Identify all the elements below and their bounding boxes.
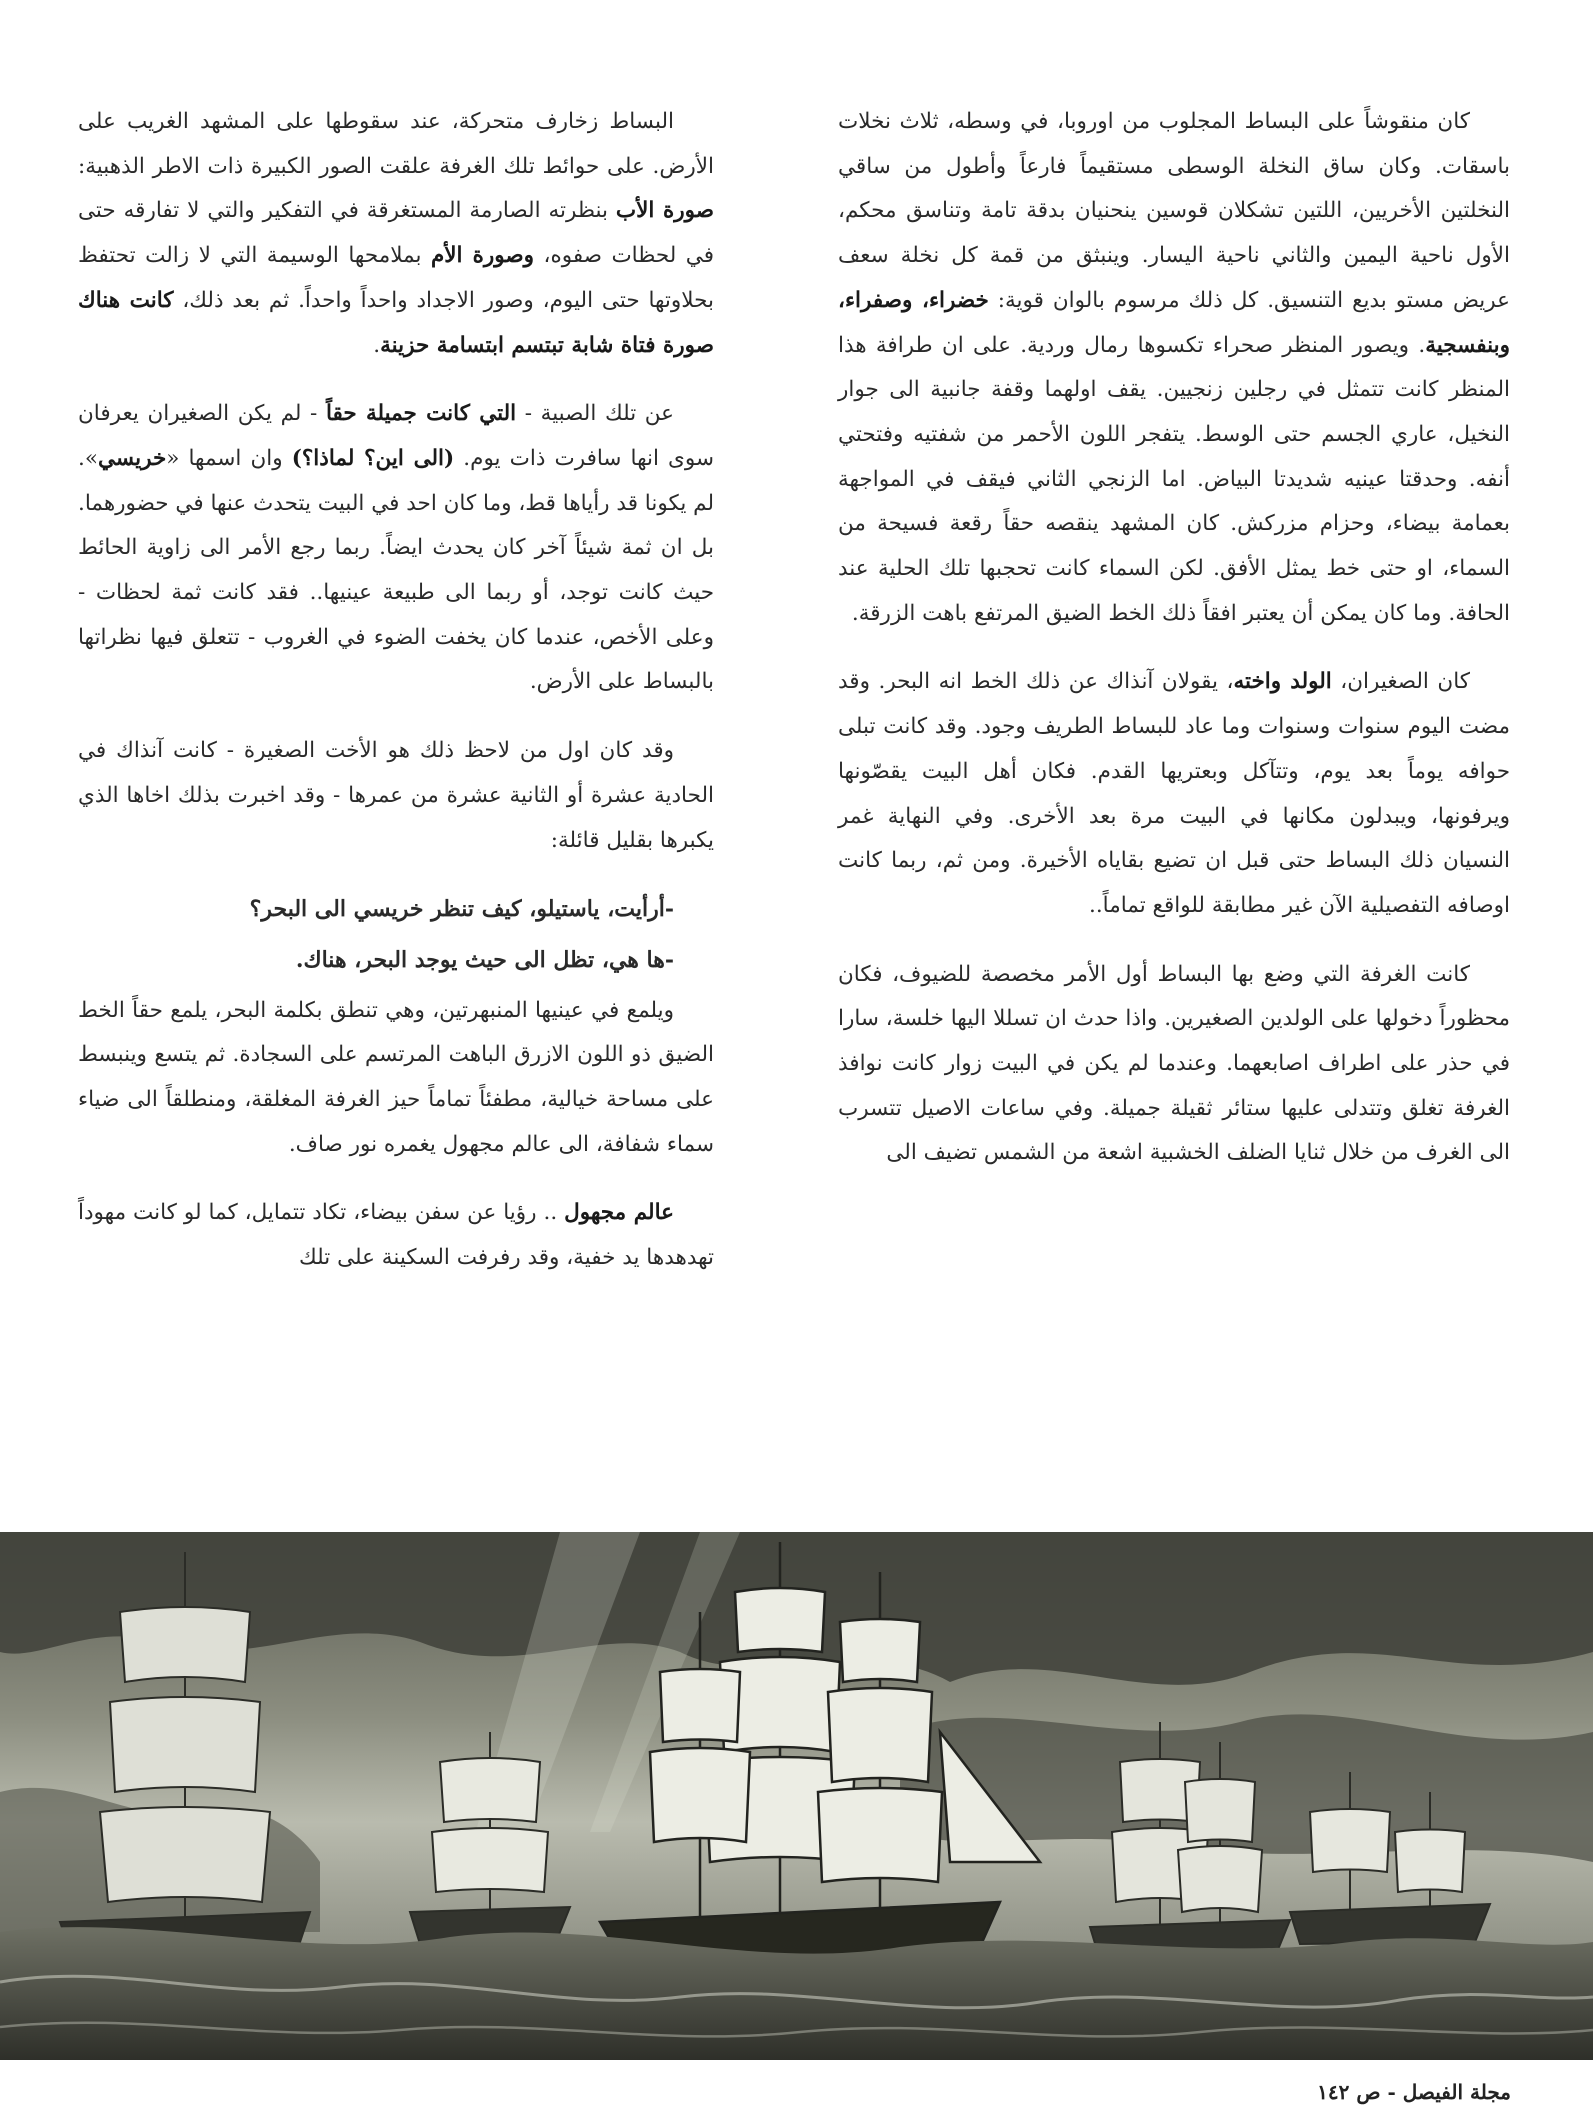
text-segment: -أرأيت، ياستيلو، كيف تنظر خريسي الى البحر؟ xyxy=(249,896,674,923)
emphasized-text: (الى اين؟ لماذا؟) xyxy=(291,445,455,471)
emphasized-text: صورة الأب xyxy=(615,198,714,224)
text-segment: البساط زخارف متحركة، عند سقوطها على المشهد الغريب على الأرض. على حوائط تلك الغرفة علقت الصور الكبيرة ذات الاطر الذهبية: xyxy=(78,109,714,179)
text-segment: وقد كان اول من لاحظ ذلك هو الأخت الصغيرة - كانت آنذاك في الحادية عشرة أو الثانية عشرة من عمرها - وقد اخبرت بذلك اخاها الذي يكبرها بقليل قائلة: xyxy=(78,738,714,853)
text-segment: وان اسمها « xyxy=(166,445,292,471)
text-segment: كان الصغيران، xyxy=(1331,669,1470,695)
article-paragraph xyxy=(78,989,714,1168)
text-segment: . ويصور المنظر صحراء تكسوها رمال وردية. على ان طرافة هذا المنظر كانت تتمثل في رجلين زنجيين. يقف اولهما وقفة جانبية الى جوار النخيل، عاري الجسم حتى الوسط. يتفجر اللون الأحمر من شفتيه وفتحتي أنفه. وحدقتا عينيه شديدتا البياض. اما الزنجي الثاني فيقف في المواجهة بعمامة بيضاء، وحزام مزركش. كان المشهد ينقصه حقاً رقعة فسيحة من السماء، او حتى خط يمثل الأفق. لكن السماء كانت تحجبها تلك الحلية عند الحافة. وما كان يمكن أن يعتبر افقاً ذلك الخط الضيق المرتفع باهت الزرقة. xyxy=(838,332,1510,626)
text-segment: بملامحها الوسيمة التي لا زالت تحتفظ بحلاوتها حتى اليوم، وصور الاجداد واحداً واحداً. ثم بعد ذلك، xyxy=(78,243,714,313)
article-paragraph xyxy=(78,1191,714,1280)
text-segment: عن تلك الصبية - xyxy=(516,401,674,427)
emphasized-text: عالم مجهول xyxy=(564,1200,674,1226)
text-segment: ويلمع في عينيها المنبهرتين، وهي تنطق بكلمة البحر، يلمع حقاً الخط الضيق ذو اللون الازرق الباهت المرتسم على السجادة. ثم يتسع وينبسط على مساحة خيالية، مطفئاً تماماً حيز الغرفة المغلقة، ومنطلقاً الى ضياء سماء شفافة، الى عالم مجهول يغمره نور صاف. xyxy=(78,997,714,1157)
emphasized-text: كانت هناك صورة فتاة شابة تبتسم ابتسامة حزينة xyxy=(78,287,714,358)
article-paragraph xyxy=(78,100,714,368)
article-paragraph xyxy=(838,660,1510,928)
text-segment: كان منقوشاً على البساط المجلوب من اوروبا، في وسطه، ثلاث نخلات باسقات. وكان ساق النخلة الوسطى مستقيماً فارعاً وأطول من ساقي النخلتين الأخريين، اللتين تشكلان قوسين ينحنيان بدقة تامة وتناسق محكم، الأول ناحية اليمين والثاني ناحية اليسار. وينبثق من قمة كل نخلة سعف عريض مستو بديع التنسيق. كل ذلك مرسوم بالوان قوية: xyxy=(838,109,1510,313)
text-segment: . xyxy=(373,332,381,358)
emphasized-text: وصورة الأم xyxy=(430,243,535,269)
text-segment: .. رؤيا عن سفن بيضاء، تكاد تتمايل، كما لو كانت مهوداً تهدهدها يد خفية، وقد رفرفت السكينة على تلك xyxy=(78,1200,714,1271)
article-column-right xyxy=(838,100,1510,1200)
emphasized-text: الولد واخته xyxy=(1233,669,1332,695)
dialog-line xyxy=(78,938,714,983)
emphasized-text: خريسي xyxy=(98,445,167,471)
article-paragraph xyxy=(78,392,714,705)
dialog-line xyxy=(78,887,714,932)
article-paragraph xyxy=(78,729,714,863)
article-paragraph xyxy=(838,953,1510,1177)
ships-drawing xyxy=(0,1532,1593,2060)
emphasized-text: خضراء، وصفراء، وبنفسجية xyxy=(838,287,1510,358)
page-footer: مجلة الفيصل - ص ١٤٢ xyxy=(1317,2080,1511,2104)
text-segment: - لم يكن الصغيران يعرفان سوى انها سافرت ذات يوم. xyxy=(78,401,714,471)
emphasized-text: التي كانت جميلة حقاً xyxy=(325,401,517,427)
text-segment: كانت الغرفة التي وضع بها البساط أول الأمر مخصصة للضيوف، فكان محظوراً دخولها على الولدين الصغيرين. واذا حدث ان تسللا اليها خلسة، سارا في حذر على اطراف اصابعهما. وعندما لم يكن في البيت زوار كانت نوافذ الغرفة تغلق وتتدلى عليها ستائر ثقيلة جميلة. وفي ساعات الاصيل تتسرب الى الغرف من خلال ثنايا الضلف الخشبية اشعة من الشمس تضيف الى xyxy=(838,961,1510,1166)
text-segment: ، يقولان آنذاك عن ذلك الخط انه البحر. وقد مضت اليوم سنوات وسنوات وما عاد للبساط الطريف وجود. وقد كانت تبلى حوافه يوماً بعد يوم، وتتآكل وبعتريها القدم. فكان أهل البيت يقصّونها ويرفونها، ويبدلون مكانها في البيت مرة بعد الأخرى. وفي النهاية غمر النسيان ذلك البساط حتى قبل ان تضيع بقاياه الأخيرة. ومن ثم، ربما كانت اوصافه التفصيلية الآن غير مطابقة للواقع تماماً.. xyxy=(838,669,1510,918)
article-paragraph xyxy=(838,100,1510,636)
text-segment: بنظرته الصارمة المستغرقة في التفكير والتي لا تفارقه حتى في لحظات صفوه، xyxy=(78,198,714,269)
text-segment: -ها هي، تظل الى حيث يوجد البحر، هناك. xyxy=(295,946,674,973)
text-segment: ». لم يكونا قد رأياها قط، وما كان احد في البيت يتحدث عنها في حضورهما. بل ان ثمة شيئاً آخر كان يحدث ايضاً. ربما رجع الأمر الى زاوية الحائط حيث كانت توجد، أو ربما الى طبيعة عينيها.. فقد كانت ثمة لحظات - وعلى الأخص، عندما كان يخفت الضوء في الغروب - تتعلق فيها نظراتها بالبساط على الأرض. xyxy=(78,445,714,695)
article-column-left xyxy=(78,100,714,1305)
ships-illustration xyxy=(0,1532,1593,2060)
